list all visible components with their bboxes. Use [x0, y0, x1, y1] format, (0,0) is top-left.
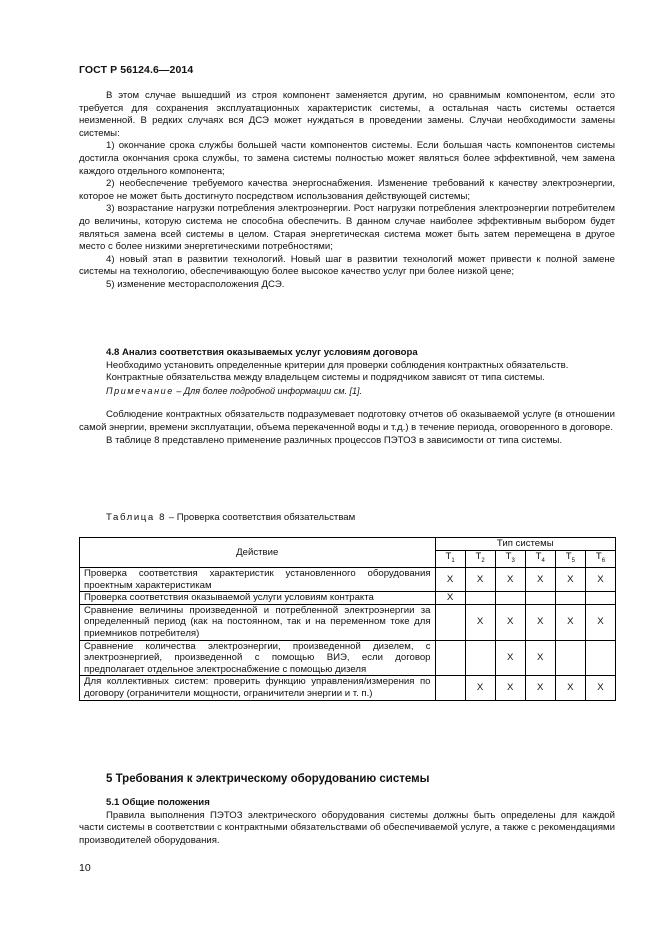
column-header-type: $T_3$ — [495, 550, 525, 568]
mark-cell: X — [495, 676, 525, 700]
mark-cell: X — [555, 568, 585, 592]
mark-cell — [495, 592, 525, 605]
mark-cell: X — [465, 568, 495, 592]
action-cell: Проверка соответствия оказываемой услуги условиям контракта — [80, 592, 436, 605]
list-item: 5) изменение месторасположения ДСЭ. — [106, 278, 285, 290]
mark-cell: X — [585, 676, 615, 700]
table-caption — [106, 512, 355, 523]
list-item: 2) необеспечение требуемого качества энергоснабжения. Изменение требований к качеству электроэнергии, которое не может быть достигнуто посредством использования действующей системы; — [79, 178, 615, 202]
mark-cell: X — [525, 604, 555, 640]
mark-cell: X — [495, 640, 525, 676]
list-item: 4) новый этап в развитии технологий. Новый шаг в развитии технологий может привести к полной замене системы на технологию, обеспечивающую более высокое качество услуг при более низкой цене; — [79, 253, 615, 278]
note-text: – Для более подробной информации см. [1]. — [173, 385, 362, 396]
action-cell: Проверка соответствия характеристик установленного оборудования проектным характеристикам — [80, 568, 436, 592]
mark-cell: X — [585, 568, 615, 592]
table-row — [80, 604, 616, 640]
mark-cell: X — [495, 568, 525, 592]
document-header: ГОСТ Р 56124.6—2014 — [79, 64, 194, 76]
list-item: 3) возрастание нагрузки потребления электроэнергии. Рост нагрузки потребления электроэнергии потребителем до величины, которую система не способна обеспечить. В данном случае наиболее эффективным выбором будет являться замена всей системы в целом. Старая энергетическая система может быть затем перемещена в другое место с более низкими энергетическими потребностями; — [79, 203, 615, 253]
section-heading: 4.8 Анализ соответствия оказываемых услуг условиям договора — [106, 347, 418, 358]
subsection-heading: 5.1 Общие положения — [106, 797, 210, 808]
paragraph: Контрактные обязательства между владельцем системы и подрядчиком зависят от типа системы. — [106, 372, 545, 384]
note — [79, 385, 615, 398]
page-number: 10 — [79, 862, 91, 874]
mark-cell — [465, 640, 495, 676]
mark-cell — [465, 592, 495, 605]
mark-cell: X — [435, 568, 465, 592]
intro-paragraph: В этом случае вышедший из строя компонент заменяется другим, но сравнимым компонентом, если это требуется для сохранения эксплуатационных характеристик системы, а остальная часть системы остается неизменной. В редких случаях вся ДСЭ может нуждаться в проведении замены. Случаи необходимости замены системы: — [79, 90, 615, 139]
section-4-7-body — [79, 90, 615, 292]
mark-cell — [435, 604, 465, 640]
paragraph: Необходимо установить определенные критерии для проверки соблюдения контрактных обязательств. — [106, 359, 569, 371]
mark-cell — [555, 592, 585, 605]
action-cell: Для коллективных систем: проверить функцию управления/измерения по договору (ограничители мощности, ограничители энергии и т. п.) — [80, 676, 436, 700]
paragraph: В таблице 8 представлено применение различных процессов ПЭТОЗ в зависимости от типа системы. — [106, 434, 563, 446]
mark-cell: X — [435, 592, 465, 605]
action-cell: Сравнение количества электроэнергии, произведенной дизелем, с электроэнергией, произведенной с помощью ВИЭ, если договор предполагает отдельное электроснабжение с помощью дизеля — [80, 640, 436, 676]
note-label: Примечание — [106, 385, 174, 396]
mark-cell: X — [585, 604, 615, 640]
section-5-title: 5 Требования к электрическому оборудованию системы — [106, 773, 430, 785]
mark-cell — [435, 640, 465, 676]
mark-cell: X — [525, 676, 555, 700]
mark-cell — [585, 640, 615, 676]
compliance-table — [79, 537, 616, 701]
mark-cell — [555, 640, 585, 676]
column-header-system-type: Тип системы — [435, 538, 615, 551]
column-header-type: $T_4$ — [525, 550, 555, 568]
column-header-type: $T_6$ — [585, 550, 615, 568]
mark-cell: X — [525, 640, 555, 676]
paragraph: Соблюдение контрактных обязательств подразумевает подготовку отчетов об оказываемой услуге (в отношении самой энергии, времени эксплуатации, объема перекаченной воды и т.д.) в течение периода, оговоренного в договоре. — [79, 409, 615, 433]
mark-cell: X — [525, 568, 555, 592]
mark-cell: X — [495, 604, 525, 640]
table-caption-label: Таблица 8 — [106, 512, 167, 523]
column-header-type: $T_1$ — [435, 550, 465, 568]
mark-cell: X — [465, 676, 495, 700]
table-caption-text: – Проверка соответствия обязательствам — [166, 512, 356, 523]
mark-cell — [525, 592, 555, 605]
mark-cell — [435, 676, 465, 700]
table-body — [80, 568, 616, 701]
mark-cell: X — [555, 604, 585, 640]
column-header-action: Действие — [80, 538, 436, 568]
list-item: 1) окончание срока службы большей части компонентов системы. Если большая часть компонентов системы достигла окончания срока службы, то замена системы полностью может являться более эффективной, чем замена каждого отдельного компонента; — [79, 140, 615, 177]
mark-cell: X — [555, 676, 585, 700]
table-row — [80, 676, 616, 700]
paragraph: Правила выполнения ПЭТОЗ электрического оборудования системы должны быть определены для каждой части системы в соответствии с контрактными обязательствами об обеспечиваемой услуге, а также с рекомендациями производителей оборудования. — [79, 809, 615, 846]
column-header-type: $T_2$ — [465, 550, 495, 568]
table-row — [80, 568, 616, 592]
mark-cell: X — [465, 604, 495, 640]
section-5-1 — [79, 797, 615, 847]
table-row — [80, 592, 616, 605]
table-row — [80, 640, 616, 676]
mark-cell — [585, 592, 615, 605]
section-4-8 — [79, 347, 615, 447]
column-header-type: $T_5$ — [555, 550, 585, 568]
action-cell: Сравнение величины произведенной и потребленной электроэнергии за определенный период (как на постоянном, так и на переменном токе для приемников потребителя) — [80, 604, 436, 640]
